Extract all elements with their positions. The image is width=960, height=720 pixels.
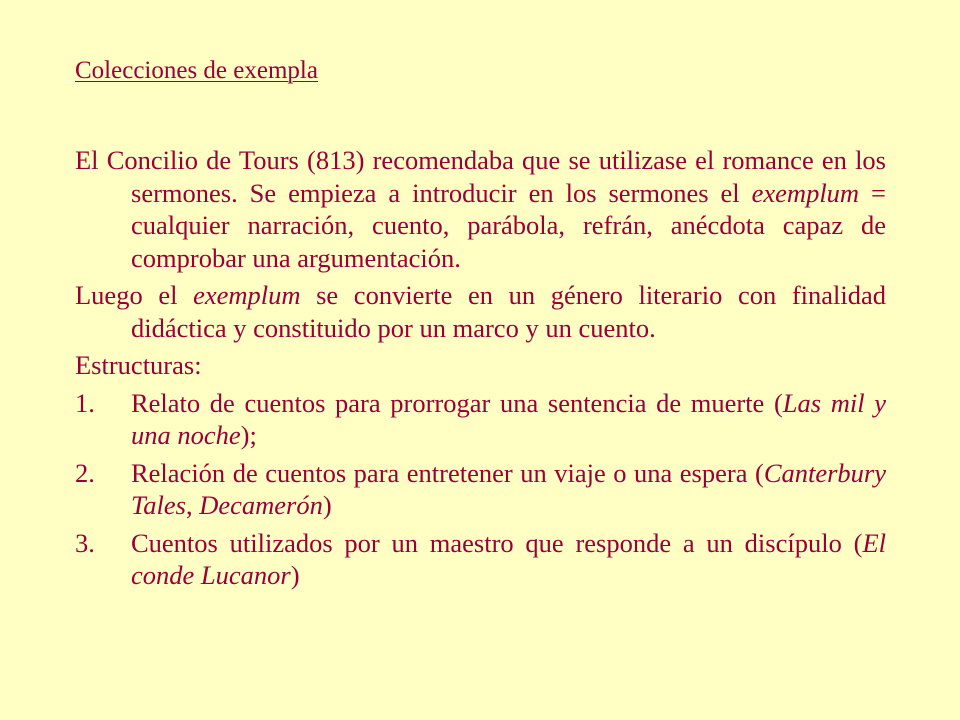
list-text: , — [186, 490, 200, 520]
list-item — [75, 457, 886, 522]
list-text: ); — [240, 420, 257, 450]
list-number: 2. — [75, 457, 95, 488]
paragraph-text: El Concilio de Tours (813) recomendaba que se utilizase el romance en los sermones. Se empieza a introducir en los sermones el — [75, 145, 886, 208]
paragraph-concilio — [75, 144, 886, 274]
list-text: ) — [290, 560, 300, 590]
list-item — [75, 527, 886, 592]
list-number: 1. — [75, 387, 95, 418]
work-title: Las mil y una noche — [131, 387, 886, 450]
work-title: Canterbury Tales — [131, 457, 886, 520]
structures-list — [75, 387, 886, 592]
paragraph-text: = cualquier narración, cuento, parábola, refrán, anécdota capaz de comprobar una argumentación. — [131, 177, 886, 273]
paragraph-luego — [75, 279, 886, 344]
work-title: El conde Lucanor — [131, 527, 886, 590]
list-text: Cuentos utilizados por un maestro que responde a un discípulo ( — [131, 527, 863, 558]
work-title: Decamerón — [199, 490, 323, 520]
slide-title: Colecciones de exempla — [75, 57, 318, 84]
list-number: 3. — [75, 527, 95, 558]
list-text: Relato de cuentos para prorrogar una sentencia de muerte ( — [131, 387, 783, 418]
list-text: ) — [322, 490, 332, 520]
italic-term: exemplum — [751, 177, 860, 208]
list-text: Relación de cuentos para entretener un viaje o una espera ( — [131, 457, 764, 488]
paragraph-text: Luego el — [75, 280, 194, 310]
italic-term: exemplum — [193, 280, 301, 310]
paragraph-text: se convierte en un género literario con finalidad didáctica y constituido por un marco y un cuento. — [131, 280, 887, 343]
structures-label: Estructuras: — [75, 350, 202, 380]
list-item — [75, 387, 886, 452]
